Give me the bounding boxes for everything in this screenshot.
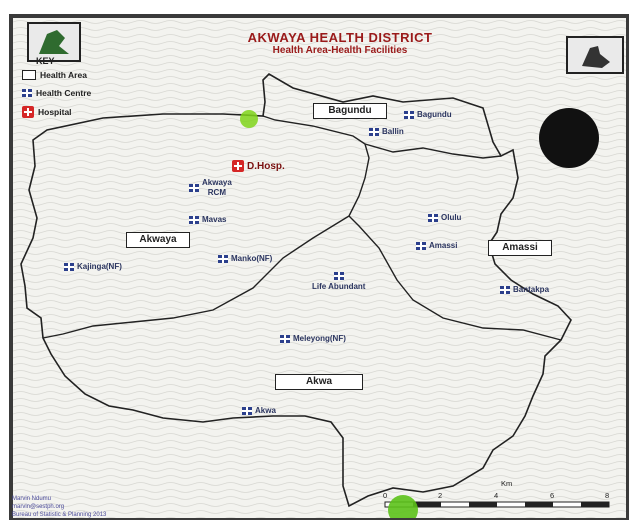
map-title: AKWAYA HEALTH DISTRICT [247, 30, 433, 45]
health-centre-icon [22, 89, 32, 97]
health-centre-icon [64, 263, 74, 271]
scale-tick: 6 [550, 491, 555, 500]
locator-inset-right [566, 36, 624, 74]
scale-tick: 4 [494, 491, 499, 500]
health-centre-icon [334, 272, 344, 280]
health-centre-icon [428, 214, 438, 222]
health-centre-olulu: Olulu [428, 213, 461, 222]
area-label-akwaya: Akwaya [126, 232, 190, 248]
scale-tick: 0 [383, 491, 388, 500]
scale-unit: Km [501, 479, 513, 488]
credit-author: Marvin Ndumu [12, 496, 52, 502]
health-centre-manko: Manko(NF) [218, 254, 272, 263]
credit-bureau: Bureau of Statistic & Planning 2013 [12, 512, 107, 518]
key-item-hospital: Hospital [22, 106, 72, 118]
hospital-icon [232, 160, 244, 172]
scale-tick: 2 [438, 491, 443, 500]
health-centre-akwa: Akwa [242, 406, 276, 415]
health-centre-icon [416, 242, 426, 250]
health-area-symbol-icon [22, 70, 36, 80]
health-centre-icon [369, 128, 379, 136]
highlight-marker [240, 110, 258, 128]
health-centre-icon [500, 286, 510, 294]
scale-bar [385, 502, 609, 507]
health-centre-amassi: Amassi [416, 241, 457, 250]
credit-email: marvin@sestph.org [12, 504, 65, 510]
scale-tick: 8 [605, 491, 610, 500]
key-item-health-area: Health Area [22, 70, 87, 80]
health-centre-icon [404, 111, 414, 119]
health-centre-meleyong: Meleyong(NF) [280, 334, 346, 343]
key-heading: KEY [36, 56, 55, 66]
health-centre-icon [242, 407, 252, 415]
dark-blot [539, 108, 599, 168]
health-centre-icon [189, 216, 199, 224]
health-centre-bantakpa: Bantakpa [500, 285, 549, 294]
health-centre-icon [189, 184, 199, 192]
health-centre-akwaya-rcm: Akwaya RCM [189, 178, 232, 198]
health-centre-bagundu: Bagundu [404, 110, 452, 119]
hospital-icon [22, 106, 34, 118]
health-centre-life-abundant: Life Abundant [312, 272, 365, 291]
area-label-akwa: Akwa [275, 374, 363, 390]
health-centre-kajinga: Kajinga(NF) [64, 262, 122, 271]
hospital-d-hosp: D.Hosp. [232, 160, 285, 172]
health-centre-mavas: Mavas [189, 215, 226, 224]
health-centre-icon [280, 335, 290, 343]
map-subtitle: Health Area-Health Facilities [272, 45, 408, 56]
key-item-health-centre: Health Centre [22, 88, 91, 98]
health-centre-ballin: Ballin [369, 127, 404, 136]
area-label-amassi: Amassi [488, 240, 552, 256]
health-centre-icon [218, 255, 228, 263]
area-label-bagundu: Bagundu [313, 103, 387, 119]
